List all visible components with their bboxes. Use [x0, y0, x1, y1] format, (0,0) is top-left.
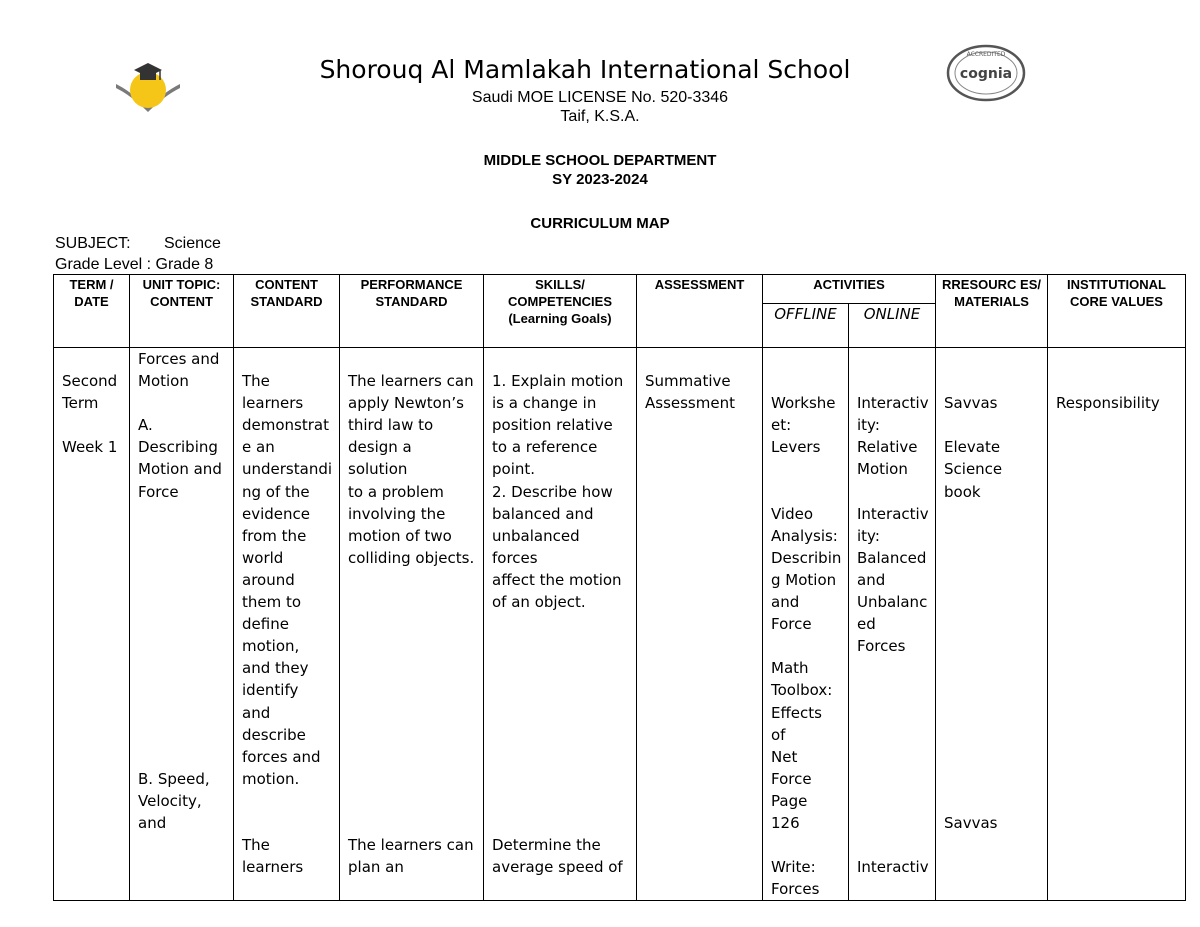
cell-skills: 1. Explain motion is a change in position relative to a reference point. 2. Describe how balanced and unbalanced forces affect the motion of an object. Determine the average speed of	[484, 348, 637, 901]
document-title: CURRICULUM MAP	[530, 215, 670, 232]
cell-resources: Savvas Elevate Science book Savvas	[936, 348, 1048, 901]
header-skills-competencies: SKILLS/ COMPETENCIES (Learning Goals)	[484, 275, 637, 348]
cell-content-standard: The learners demonstrat e an understandi ng of the evidence from the world around them to define motion, and they identify and describe forces and motion. The learners	[234, 348, 340, 901]
header-core-values: INSTITUTIONAL CORE VALUES	[1048, 275, 1186, 348]
cell-performance-standard: The learners can apply Newton’s third law to design a solution to a problem involving the motion of two colliding objects. The learners can plan an	[340, 348, 484, 901]
subject-value: Science	[164, 235, 221, 252]
header-offline: OFFLINE	[763, 304, 849, 348]
header-performance-standard: PERFORMANCE STANDARD	[340, 275, 484, 348]
cell-unit-topic: Forces and Motion A. Describing Motion and Force B. Speed, Velocity, and	[130, 348, 234, 901]
cognia-logo-text: cognia	[959, 66, 1013, 82]
header-unit-topic: UNIT TOPIC: CONTENT	[130, 275, 234, 348]
header-assessment: ASSESSMENT	[637, 275, 763, 348]
subject-line	[55, 235, 221, 253]
department-name: MIDDLE SCHOOL DEPARTMENT	[483, 152, 717, 169]
license-line: Saudi MOE LICENSE No. 520-3346	[471, 89, 729, 106]
department-heading	[0, 151, 1200, 189]
header-resources: RRESOURC ES/ MATERIALS	[936, 275, 1048, 348]
cell-assessment: Summative Assessment	[637, 348, 763, 901]
cell-term: Second Term Week 1	[54, 348, 130, 901]
table-row	[54, 348, 1186, 901]
school-name: Shorouq Al Mamlakah International School	[319, 55, 851, 84]
curriculum-map-table	[53, 274, 1186, 901]
cell-activities-online: Interactiv ity: Relative Motion Interactiv ity: Balanced and Unbalanc ed Forces Interactiv	[849, 348, 936, 901]
cell-core-values: Responsibility	[1048, 348, 1186, 901]
location-line: Taif, K.S.A.	[560, 108, 640, 125]
header-online: ONLINE	[849, 304, 936, 348]
cell-activities-offline: Workshe et: Levers Video Analysis: Describin g Motion and Force Math Toolbox: Effects of Net Force Page 126 Write: Forces	[763, 348, 849, 901]
subject-label: SUBJECT:	[55, 235, 131, 252]
letterhead	[0, 52, 1200, 126]
grade-level-line: Grade Level : Grade 8	[55, 256, 214, 273]
header-term-date: TERM / DATE	[54, 275, 130, 348]
accredited-ring-text: ACCREDITED	[966, 51, 1006, 58]
header-content-standard: CONTENT STANDARD	[234, 275, 340, 348]
header-activities: ACTIVITIES	[763, 275, 936, 304]
school-year: SY 2023-2024	[552, 171, 648, 188]
